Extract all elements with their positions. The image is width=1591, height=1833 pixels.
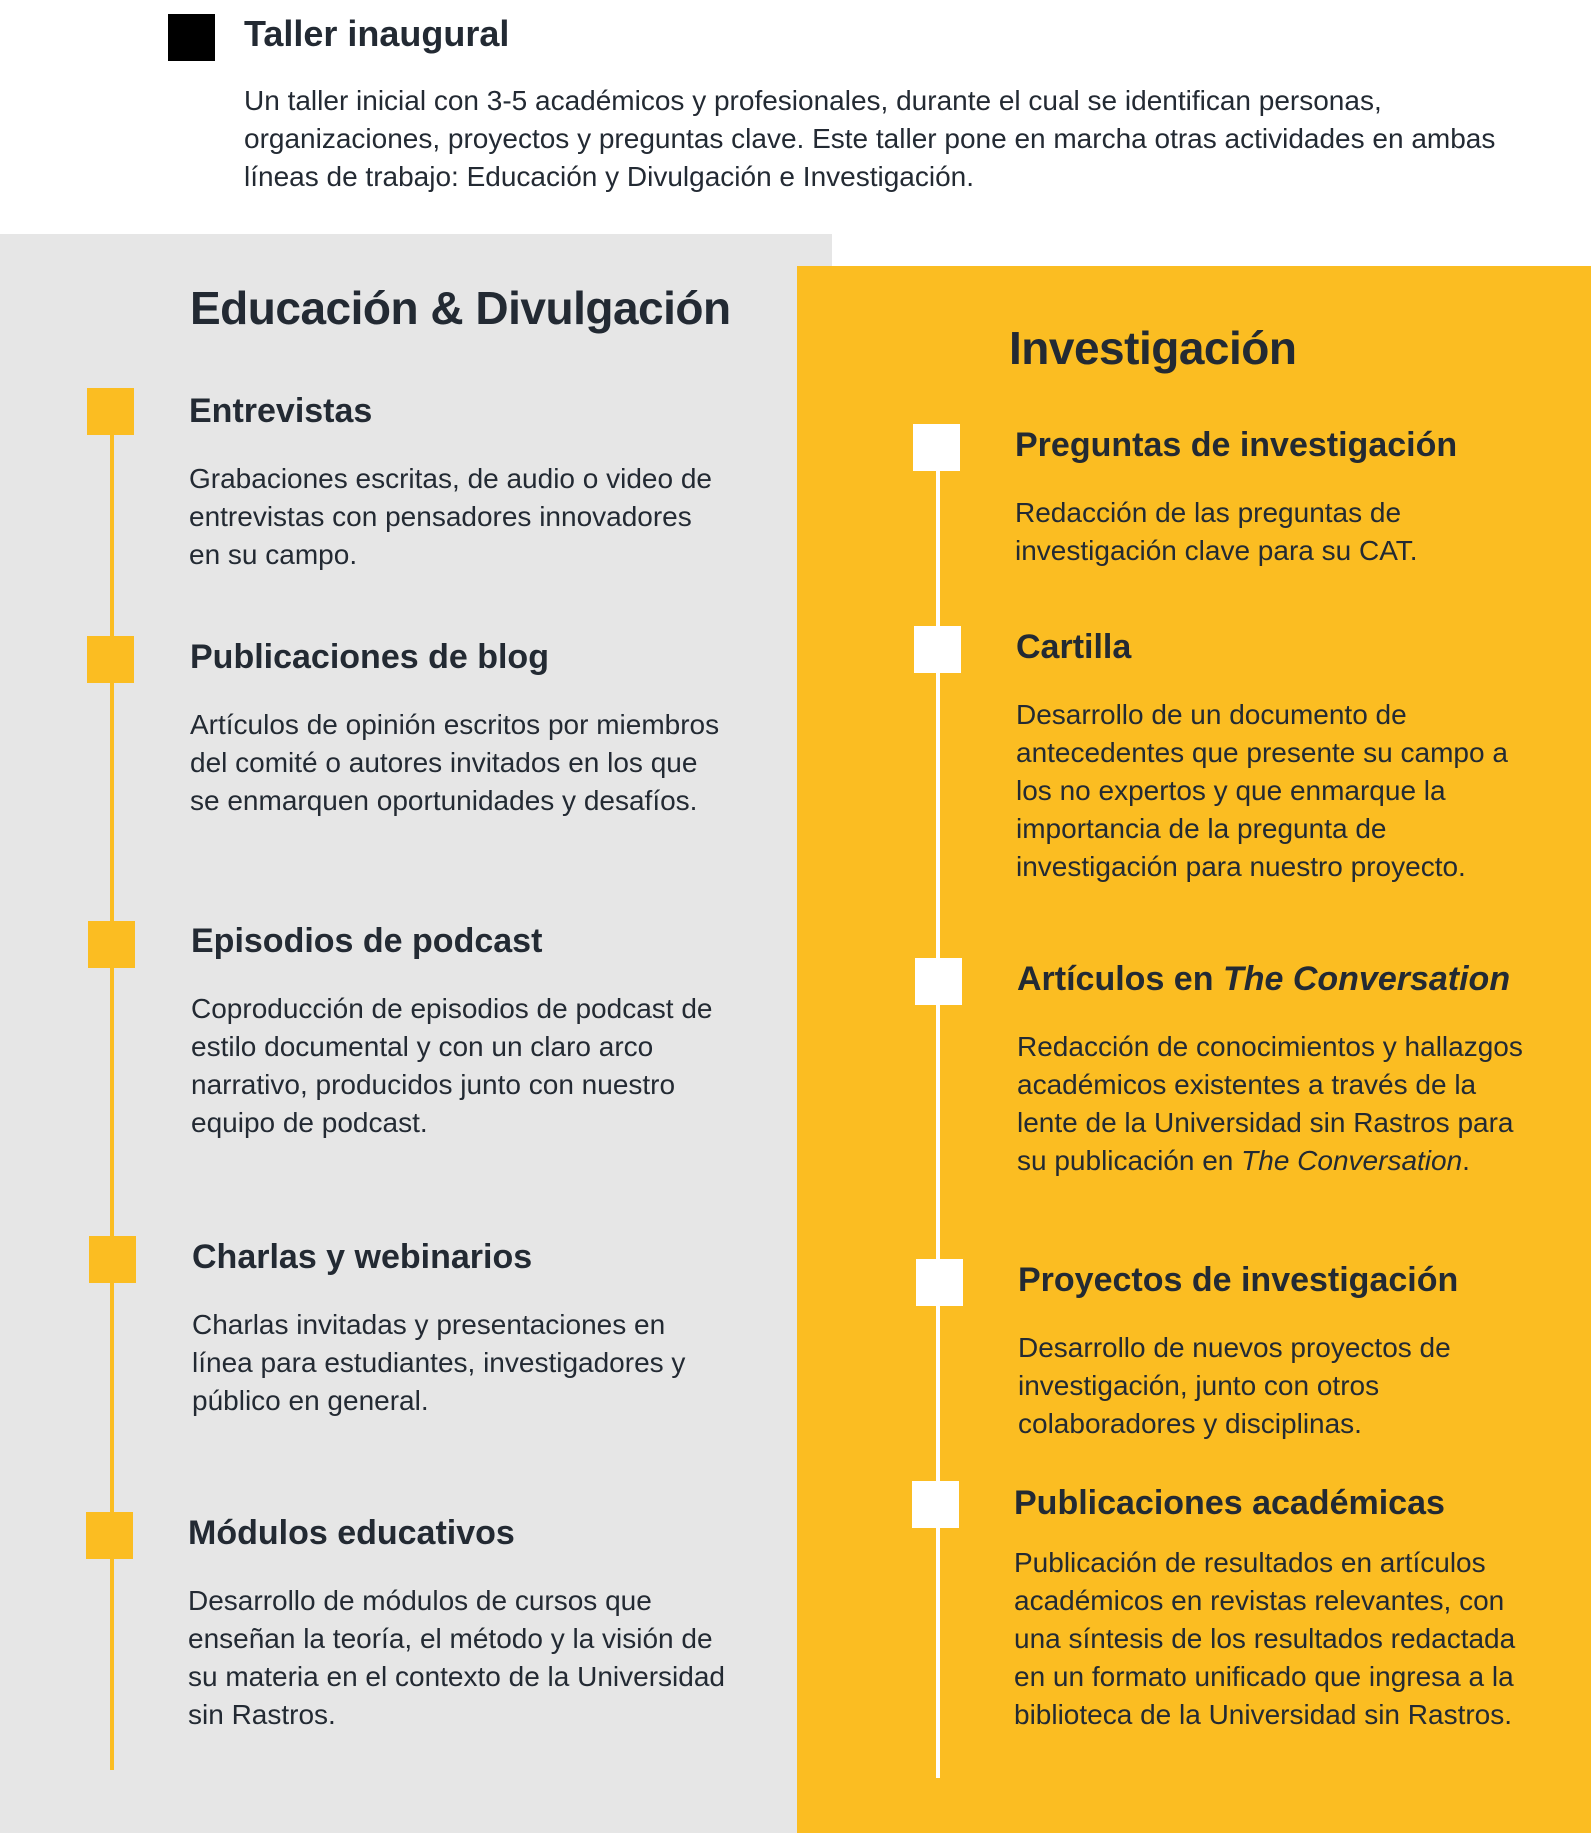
timeline-marker [88, 921, 135, 968]
education-timeline [110, 410, 114, 1770]
item-text-conversation [1017, 1028, 1537, 1180]
timeline-marker [914, 626, 961, 673]
item-title-podcast: Episodios de podcast [191, 922, 543, 960]
timeline-marker [86, 1512, 133, 1559]
item-title-charlas: Charlas y webinarios [192, 1238, 533, 1276]
item-title-blog: Publicaciones de blog [190, 638, 549, 676]
timeline-marker [87, 636, 134, 683]
timeline-marker [916, 1259, 963, 1306]
item-text-entrevistas: Grabaciones escritas, de audio o video de entrevistas con pensadores innovadores en su campo. [189, 463, 712, 570]
item-title-prefix: Artículos en [1017, 960, 1223, 998]
education-title: Educación & Divulgación [190, 282, 731, 334]
research-title: Investigación [1009, 322, 1297, 374]
item-text-proyectos: Desarrollo de nuevos proyectos de investigación, junto con otros colaboradores y disciplinas. [1018, 1332, 1451, 1439]
intro-title: Taller inaugural [244, 13, 510, 54]
item-text-charlas: Charlas invitadas y presentaciones en línea para estudiantes, investigadores y público en general. [192, 1309, 686, 1416]
item-title-modulos: Módulos educativos [188, 1514, 515, 1552]
timeline-marker [912, 1481, 959, 1528]
item-title-conversation [1017, 958, 1510, 1000]
intro-marker [168, 14, 215, 61]
item-text-publicaciones: Publicación de resultados en artículos académicos en revistas relevantes, con una síntesis de los resultados redactada en un formato unificado que ingresa a la biblioteca de la Universidad sin Rastros. [1014, 1547, 1516, 1730]
item-title-proyectos: Proyectos de investigación [1018, 1261, 1459, 1299]
timeline-marker [89, 1236, 136, 1283]
item-text-suffix: . [1462, 1145, 1470, 1176]
item-text-blog: Artículos de opinión escritos por miembros del comité o autores invitados en los que se enmarquen oportunidades y desafíos. [190, 709, 720, 816]
item-title-preguntas: Preguntas de investigación [1015, 426, 1458, 464]
intro-text: Un taller inicial con 3-5 académicos y profesionales, durante el cual se identifican personas, organizaciones, proyectos y preguntas clave. Este taller pone en marcha otras actividades en ambas líneas de trabajo: Educación y Divulgación e Investigación. [244, 85, 1496, 192]
timeline-marker [87, 388, 134, 435]
item-text-italic: The Conversation [1241, 1145, 1463, 1176]
timeline-marker [915, 958, 962, 1005]
item-text-cartilla: Desarrollo de un documento de antecedentes que presente su campo a los no expertos y que enmarque la importancia de la pregunta de investigación para nuestro proyecto. [1016, 699, 1508, 882]
item-text-prefix: Redacción de conocimientos y hallazgos académicos existentes a través de la lente de la Universidad sin Rastros para su publicación en [1017, 1031, 1523, 1176]
item-text-modulos: Desarrollo de módulos de cursos que enseñan la teoría, el método y la visión de su materia en el contexto de la Universidad sin Rastros. [188, 1585, 725, 1730]
item-title-publicaciones: Publicaciones académicas [1014, 1484, 1445, 1522]
timeline-marker [913, 424, 960, 471]
item-title-entrevistas: Entrevistas [189, 392, 373, 430]
item-text-podcast: Coproducción de episodios de podcast de estilo documental y con un claro arco narrativo, producidos junto con nuestro equipo de podcast. [191, 993, 713, 1138]
item-text-preguntas: Redacción de las preguntas de investigación clave para su CAT. [1015, 497, 1418, 566]
item-title-cartilla: Cartilla [1016, 628, 1132, 666]
item-title-italic: The Conversation [1222, 960, 1511, 998]
